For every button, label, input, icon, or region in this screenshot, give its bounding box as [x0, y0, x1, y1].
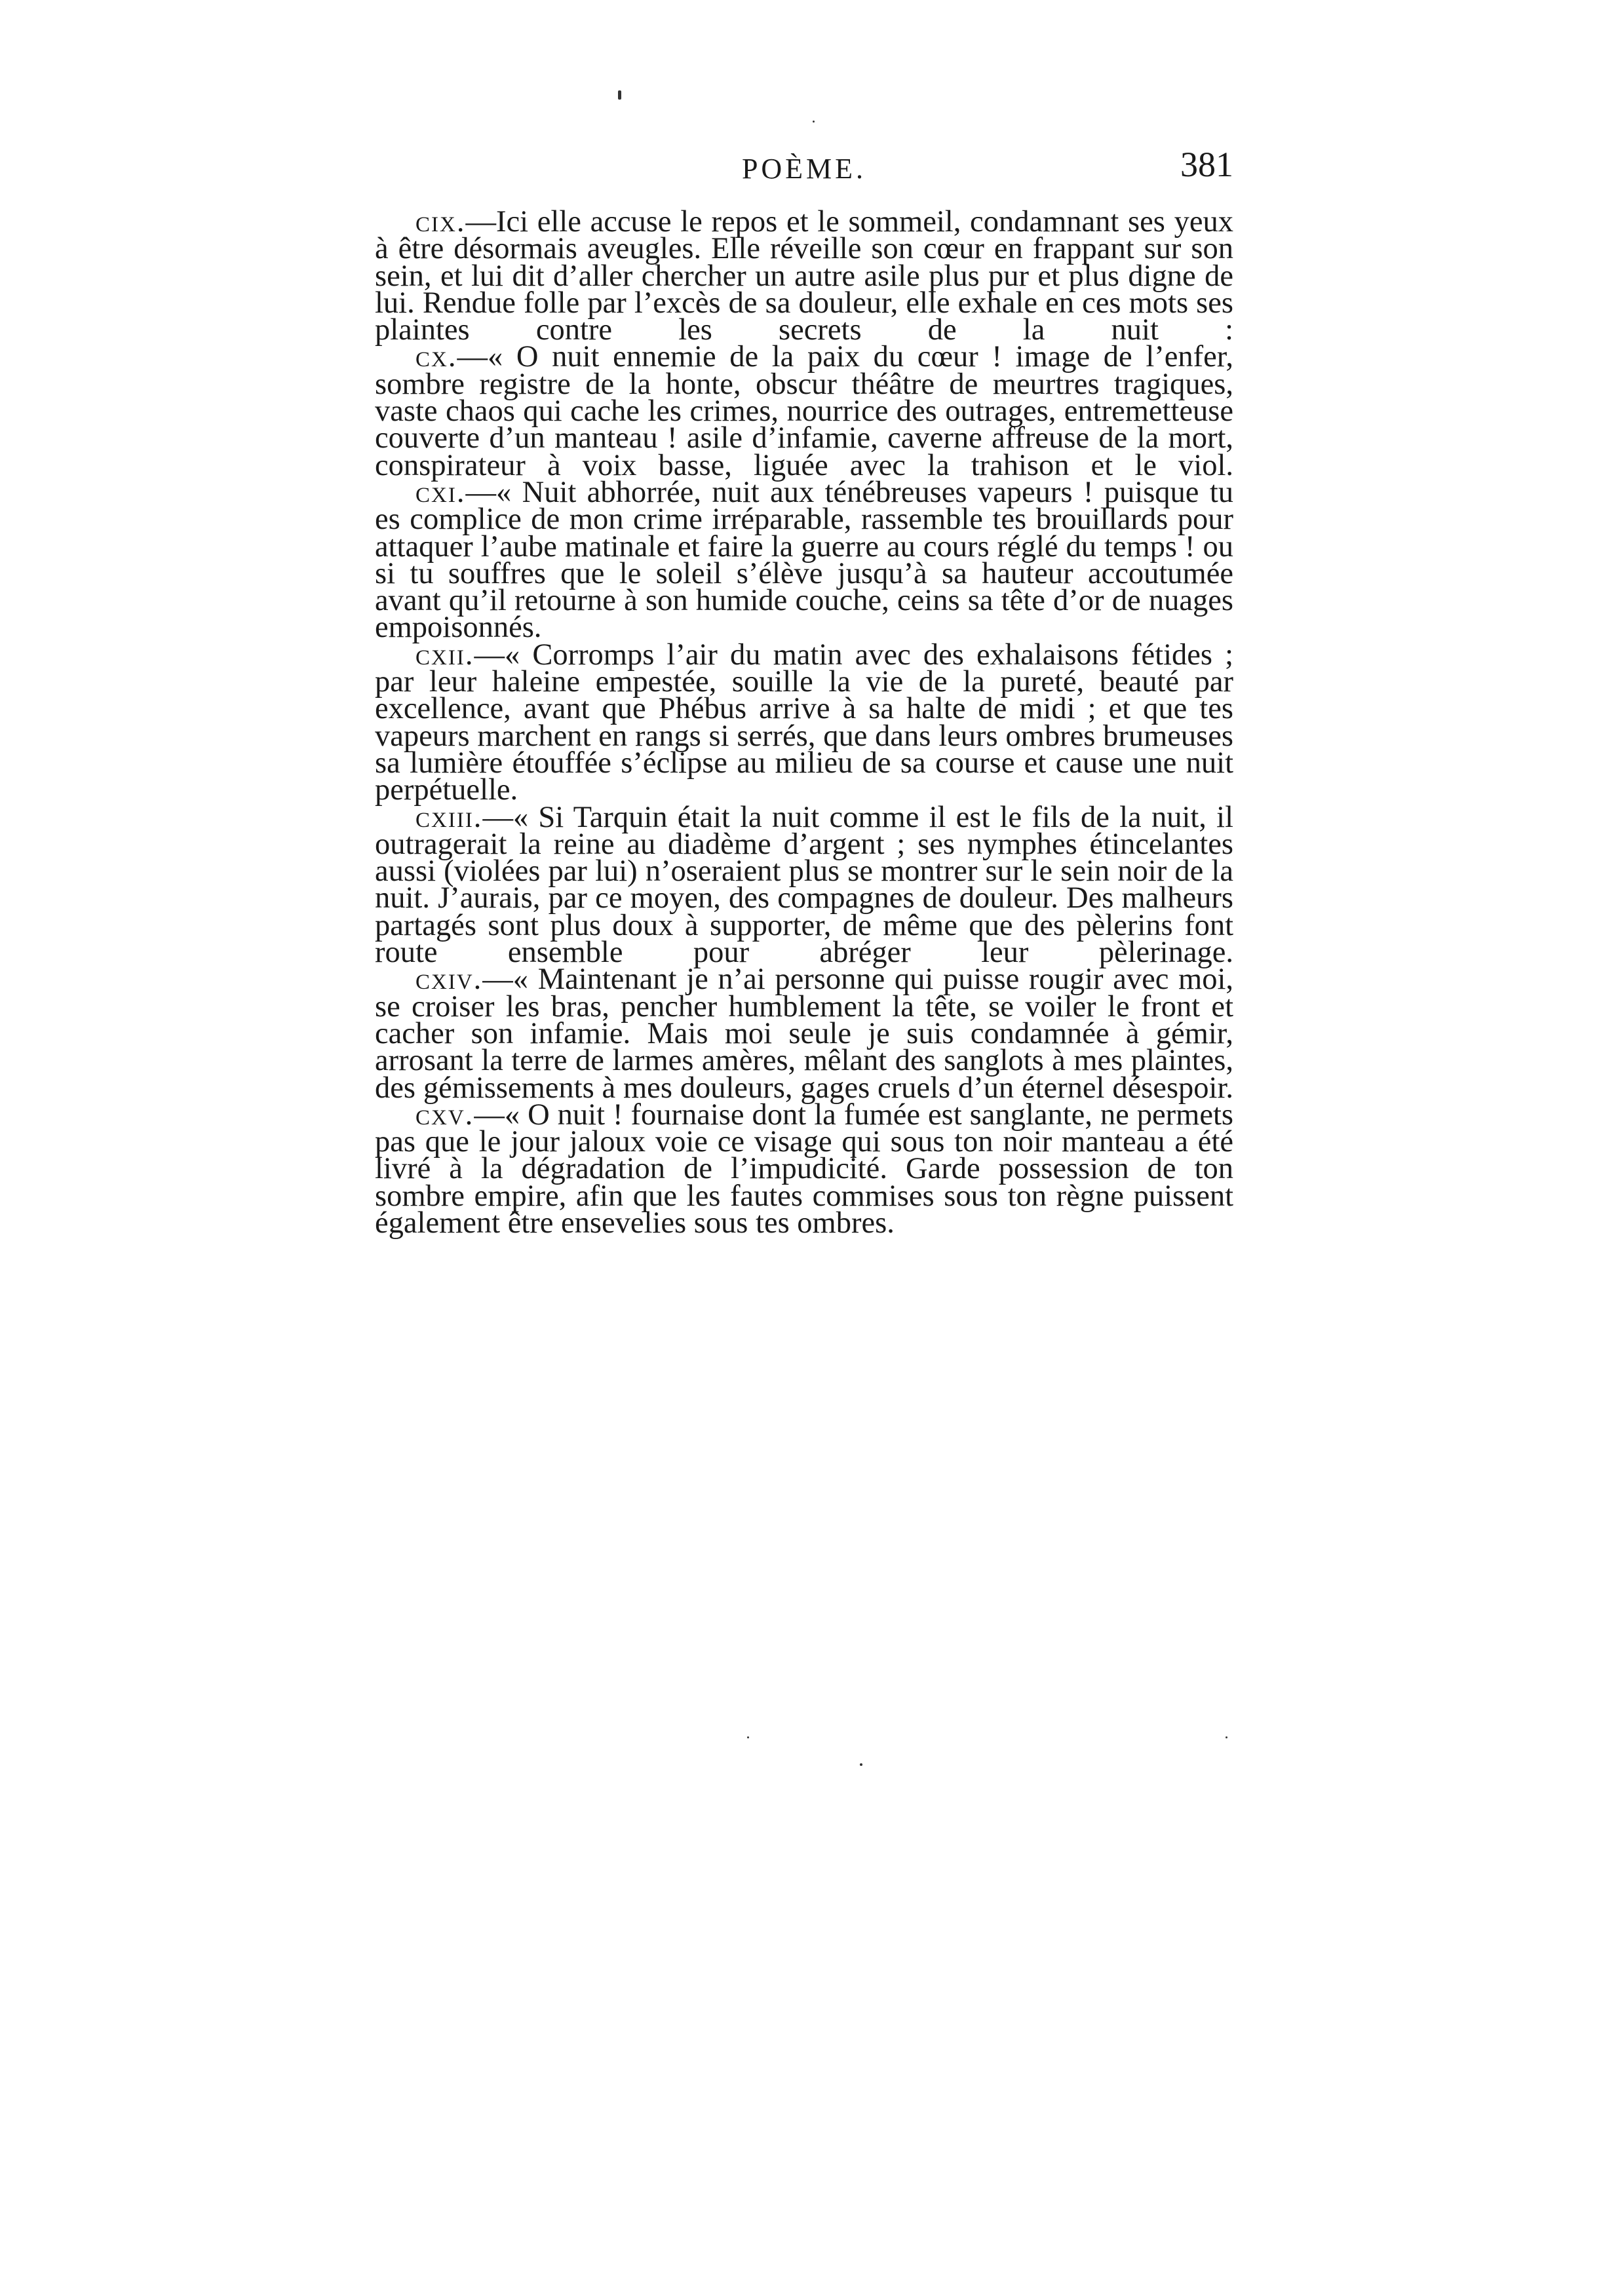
stanza-text: —« Nuit abhorrée, nuit aux ténébreuses vapeurs ! puisque tu es complice de mon crime irréparable, rassemble tes brouillards pour attaquer l’aube matinale et faire la guerre au cours réglé du temps ! ou si tu souffres que le soleil s’élève jusqu’à sa hauteur accoutumée avant qu’il retourne à son humide couche, ceins sa tête d’or de nuages empoisonnés.: [375, 475, 1233, 645]
body-text: [375, 205, 1233, 1240]
ink-speck: [747, 1736, 749, 1738]
ink-speck: [860, 1763, 862, 1766]
stanza-text: —« Corromps l’air du matin avec des exhalaisons fétides ; par leur haleine empestée, souille la vie de la pureté, beauté par excellence, avant que Phébus arrive à sa halte de midi ; et que tes vapeurs marchent en rangs si serrés, que dans leurs ombres brumeuses sa lumière étouffée s’éclipse au milieu de sa course et cause une nuit perpétuelle.: [375, 638, 1233, 807]
stanza-text: —« Maintenant je n’ai personne qui puisse rougir avec moi, se croiser les bras, pencher humblement la tête, se voiler le front et cacher son infamie. Mais moi seule je suis condamnée à gémir, arrosant la terre de larmes amères, mêlant des sanglots à mes plaintes, des gémissements à mes douleurs, gages cruels d’un éternel désespoir.: [375, 963, 1233, 1105]
stanza-cx: [375, 340, 1233, 482]
stanza-number: cxii.: [415, 638, 474, 672]
stanza-number: cxi.: [415, 475, 466, 509]
stanza-cxii: [375, 638, 1233, 807]
ink-speck: [813, 121, 815, 123]
ink-speck: [1226, 1736, 1227, 1738]
page-number: 381: [1180, 145, 1233, 184]
stanza-number: cxv.: [415, 1098, 474, 1132]
stanza-cxiv: [375, 963, 1233, 1105]
stanza-text: —Ici elle accuse le repos et le sommeil, condamnant ses yeux à être désormais aveugles. Elle réveille son cœur en frappant sur son sein, et lui dit d’aller chercher un autre asile plus pur et plus digne de lui. Rendue folle par l’excès de sa douleur, elle exhale en ces mots ses plaintes contre les secrets de la nuit :: [375, 205, 1233, 347]
stanza-cix: [375, 205, 1233, 347]
stanza-cxiii: [375, 800, 1233, 970]
stanza-cxi: [375, 475, 1233, 645]
ink-speck: [618, 90, 621, 100]
page-header: [375, 144, 1233, 197]
stanza-text: —« O nuit ! fournaise dont la fumée est sanglante, ne permets pas que le jour jaloux voie ce visage qui sous ton noir manteau a été livré à la dégradation de l’impudicité. Garde possession de ton sombre empire, afin que les fautes commises sous ton règne puissent également être ensevelies sous tes ombres.: [375, 1098, 1233, 1240]
running-head: POÈME.: [741, 153, 867, 185]
stanza-text: —« O nuit ennemie de la paix du cœur ! image de l’enfer, sombre registre de la honte, obscur théâtre de meurtres tragiques, vaste chaos qui cache les crimes, nourrice des outrages, entremetteuse couverte d’un manteau ! asile d’infamie, caverne affreuse de la mort, conspirateur à voix basse, liguée avec la trahison et le viol.: [375, 340, 1233, 482]
stanza-number: cxiii.: [415, 800, 483, 834]
stanza-number: cix.: [415, 205, 466, 239]
stanza-text: —« Si Tarquin était la nuit comme il est le fils de la nuit, il outragerait la reine au diadème d’argent ; ses nymphes étincelantes aussi (violées par lui) n’oseraient plus se montrer sur le sein noir de la nuit. J’aurais, par ce moyen, des compagnes de douleur. Des malheurs partagés sont plus doux à supporter, de même que des pèlerins font route ensemble pour abréger leur pèlerinage.: [375, 800, 1233, 970]
stanza-number: cx.: [415, 340, 457, 374]
stanza-cxv: [375, 1098, 1233, 1240]
stanza-number: cxiv.: [415, 963, 483, 997]
